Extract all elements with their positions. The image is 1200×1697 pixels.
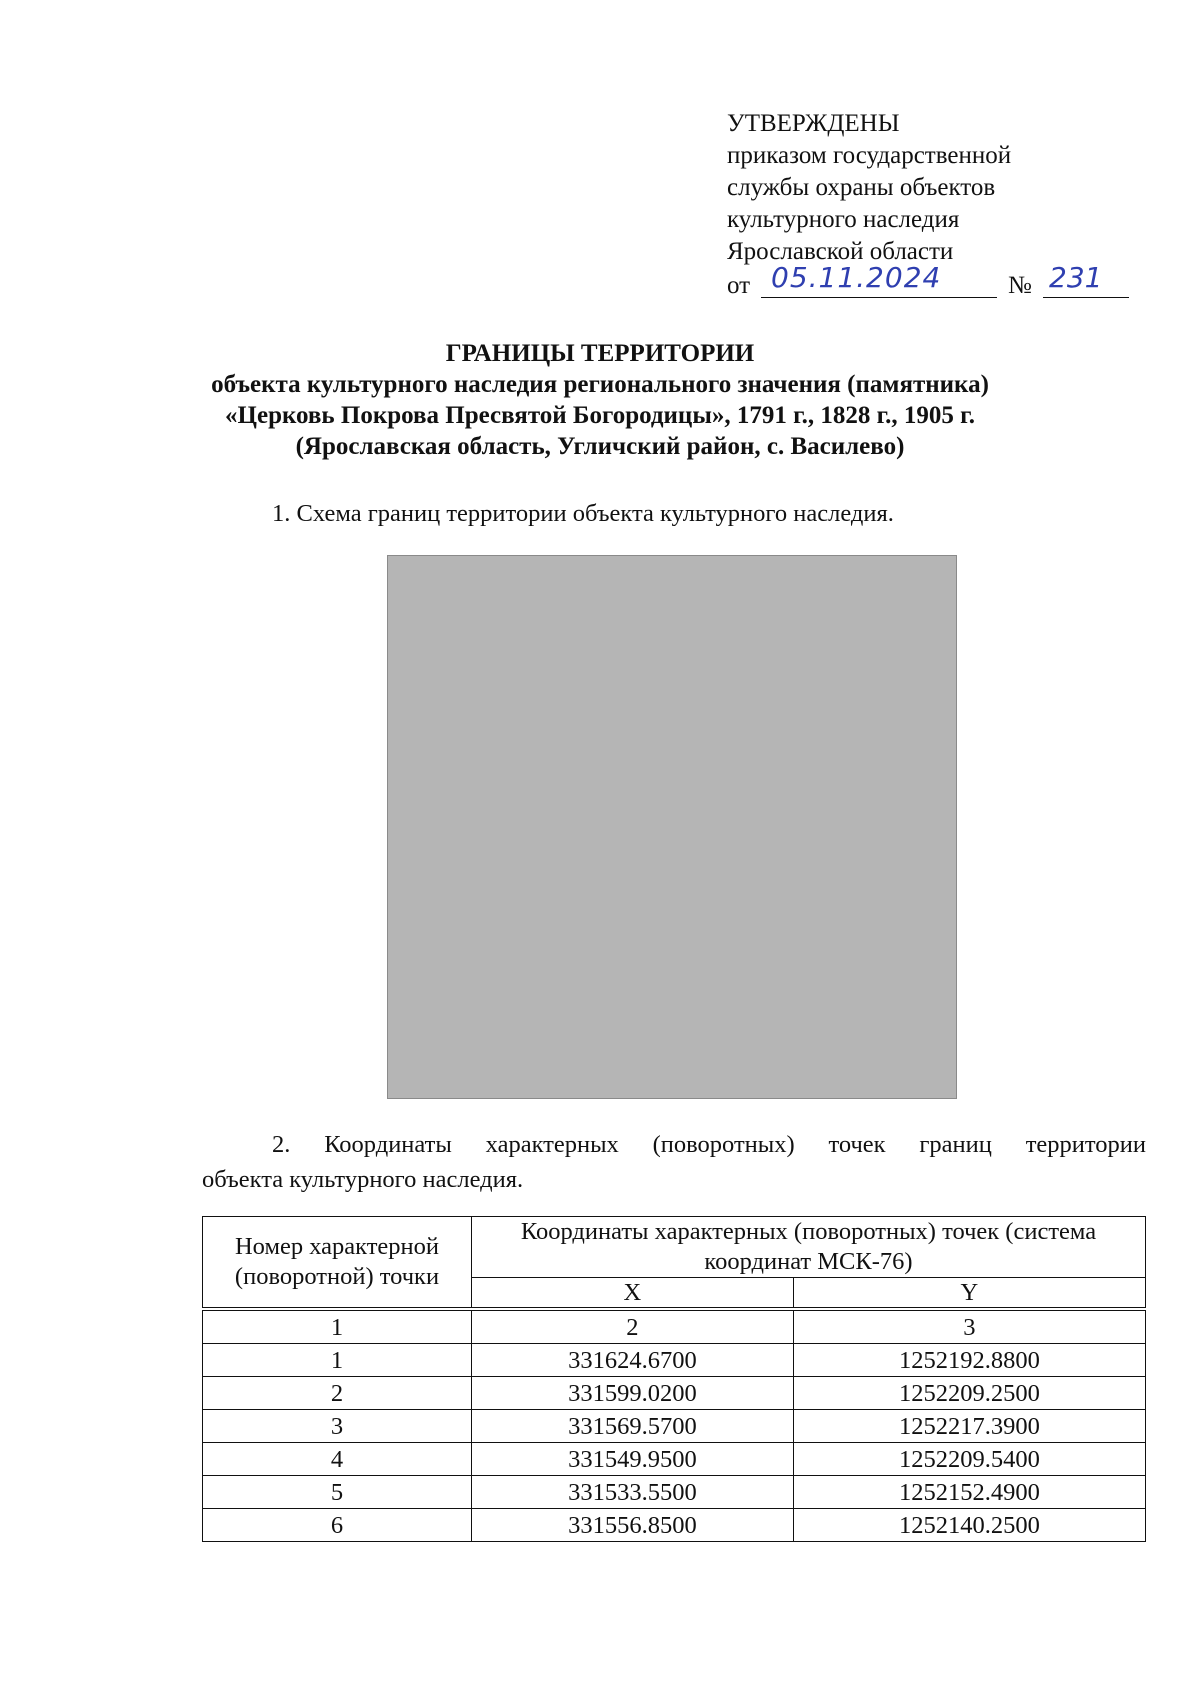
title-line: (Ярославская область, Угличский район, с. Василево) <box>295 433 905 460</box>
point-number: 5 <box>203 1476 472 1509</box>
title-line: ГРАНИЦЫ ТЕРРИТОРИИ <box>445 340 755 367</box>
column-number: 2 <box>472 1309 794 1344</box>
column-number: 1 <box>203 1309 472 1344</box>
header-y: Y <box>793 1278 1145 1310</box>
point-number: 1 <box>203 1344 472 1377</box>
point-number: 3 <box>203 1410 472 1443</box>
table-row <box>203 1476 1146 1509</box>
table-row <box>203 1344 1146 1377</box>
order-date-number-row <box>727 261 1103 304</box>
approval-block <box>727 108 1103 304</box>
title-line: объекта культурного наследия регионального значения (памятника) <box>211 371 989 398</box>
point-number: 6 <box>203 1509 472 1542</box>
section-1-heading: 1. Схема границ территории объекта культурного наследия. <box>272 500 894 527</box>
handwritten-date: 05.11.2024 <box>771 261 942 294</box>
point-number: 4 <box>203 1443 472 1476</box>
coordinates-table <box>202 1216 1146 1542</box>
approval-line: приказом государственной <box>727 142 1012 169</box>
boundary-scheme-photo <box>387 555 957 1099</box>
approval-line: службы охраны объектов <box>727 174 996 201</box>
point-number: 2 <box>203 1377 472 1410</box>
coord-x: 331549.9500 <box>472 1443 794 1476</box>
approval-line: Ярославской области <box>727 238 954 265</box>
coord-x: 331533.5500 <box>472 1476 794 1509</box>
table-row <box>203 1509 1146 1542</box>
coord-y: 1252209.2500 <box>793 1377 1145 1410</box>
table-row <box>203 1443 1146 1476</box>
document-title <box>0 338 1200 462</box>
table-row <box>203 1377 1146 1410</box>
coord-y: 1252140.2500 <box>793 1509 1145 1542</box>
header-x: X <box>472 1278 794 1310</box>
coord-y: 1252209.5400 <box>793 1443 1145 1476</box>
approval-heading: УТВЕРЖДЕНЫ <box>727 110 900 137</box>
column-number: 3 <box>793 1309 1145 1344</box>
table-row <box>203 1410 1146 1443</box>
coord-x: 331556.8500 <box>472 1509 794 1542</box>
header-point-number: Номер характерной (поворотной) точки <box>203 1217 472 1310</box>
coord-x: 331624.6700 <box>472 1344 794 1377</box>
coord-y: 1252192.8800 <box>793 1344 1145 1377</box>
title-line: «Церковь Покрова Пресвятой Богородицы», 1791 г., 1828 г., 1905 г. <box>225 402 975 429</box>
section-2-line: 2. Координаты характерных (поворотных) точек границ территории <box>272 1131 1146 1158</box>
coord-x: 331599.0200 <box>472 1377 794 1410</box>
header-coordinates: Координаты характерных (поворотных) точек (система координат МСК-76) <box>472 1217 1146 1278</box>
order-date-field <box>761 261 997 298</box>
coord-y: 1252217.3900 <box>793 1410 1145 1443</box>
section-2-heading <box>202 1127 1146 1197</box>
number-sign: № <box>1008 272 1032 299</box>
coord-x: 331569.5700 <box>472 1410 794 1443</box>
section-2-line: объекта культурного наследия. <box>202 1166 524 1193</box>
column-number-row <box>203 1309 1146 1344</box>
approval-line: культурного наследия <box>727 206 960 233</box>
from-label: от <box>727 272 751 299</box>
handwritten-number: 231 <box>1049 261 1103 294</box>
order-number-field <box>1043 261 1129 298</box>
coord-y: 1252152.4900 <box>793 1476 1145 1509</box>
